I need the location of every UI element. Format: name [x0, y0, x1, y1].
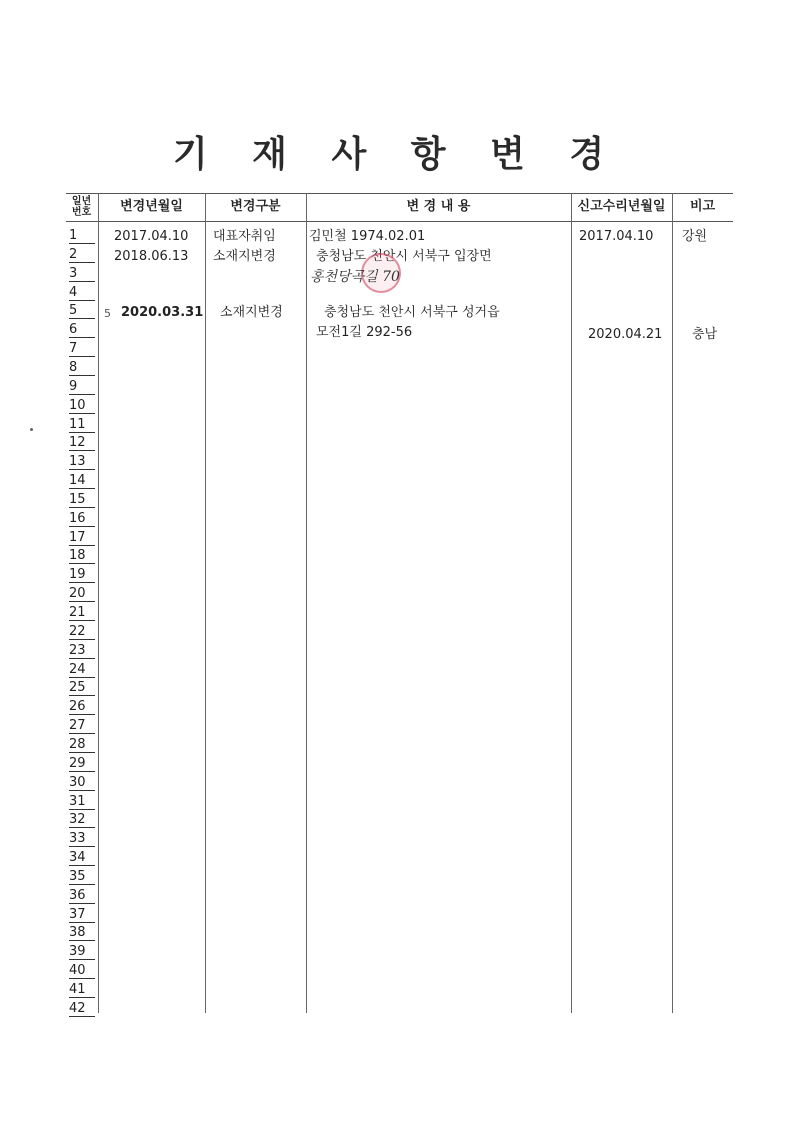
entry-type: 대표자취임: [213, 229, 276, 244]
change-record-table: [66, 193, 733, 1016]
row-number: 4: [69, 285, 95, 301]
entry-date: 2018.06.13: [114, 249, 189, 264]
row-number: 14: [69, 473, 95, 489]
row-number: 35: [69, 869, 95, 885]
entry-content: 김민철 1974.02.01: [309, 229, 426, 244]
row-number: 6: [69, 322, 95, 338]
row-number: 29: [69, 756, 95, 772]
row-number: 19: [69, 567, 95, 583]
page-title: 기 재 사 항 변 경: [172, 134, 621, 175]
row-number: 9: [69, 379, 95, 395]
row-number: 7: [69, 341, 95, 357]
header-note: 비고: [689, 199, 716, 214]
row-number: 18: [69, 548, 95, 564]
row-number: 41: [69, 982, 95, 998]
entry-report-date: 2020.04.21: [588, 327, 663, 342]
row-number: 25: [69, 680, 95, 696]
header-change-type: 변경구분: [230, 199, 281, 214]
header-change-content: 변 경 내 용: [406, 199, 471, 214]
entry-date: 2020.03.31: [121, 305, 204, 320]
row-number: 27: [69, 718, 95, 734]
row-number: 36: [69, 888, 95, 904]
row-number: 30: [69, 775, 95, 791]
entry-content: 충청남도 천안시 서북구 성거읍: [324, 305, 500, 320]
entry-type: 소재지변경: [220, 305, 283, 320]
header-change-date: 변경년월일: [120, 199, 183, 214]
column-divider: [672, 193, 673, 1013]
row-number: 11: [69, 417, 95, 433]
handwritten-content: 홍천당곡길 70: [310, 269, 400, 285]
row-mark: 5: [104, 307, 111, 320]
row-number: 5: [69, 303, 95, 319]
entry-date: 2017.04.10: [114, 229, 189, 244]
entry-content: 모전1길 292-56: [316, 325, 413, 340]
row-number: 21: [69, 605, 95, 621]
row-number: 32: [69, 812, 95, 828]
row-number: 31: [69, 794, 95, 810]
header-report-date: 신고수리년월일: [577, 199, 666, 214]
row-number: 16: [69, 511, 95, 527]
column-divider: [98, 193, 99, 1013]
row-number: 38: [69, 925, 95, 941]
entry-note: 강원: [682, 229, 708, 244]
entry-type: 소재지변경: [213, 249, 276, 264]
row-number: 33: [69, 831, 95, 847]
scan-speck: [30, 428, 33, 431]
row-number: 28: [69, 737, 95, 753]
row-number: 40: [69, 963, 95, 979]
row-number: 12: [69, 435, 95, 451]
row-number: 22: [69, 624, 95, 640]
row-number: 13: [69, 454, 95, 470]
row-number: 15: [69, 492, 95, 508]
row-number: 17: [69, 530, 95, 546]
column-divider: [306, 193, 307, 1013]
row-number: 10: [69, 398, 95, 414]
row-number: 37: [69, 907, 95, 923]
entry-note: 충남: [692, 327, 718, 342]
row-number: 34: [69, 850, 95, 866]
row-number: 42: [69, 1001, 95, 1017]
column-divider: [205, 193, 206, 1013]
row-number: 2: [69, 247, 95, 263]
row-number: 20: [69, 586, 95, 602]
row-number: 26: [69, 699, 95, 715]
row-number: 3: [69, 266, 95, 282]
column-divider: [571, 193, 572, 1013]
row-number: 39: [69, 944, 95, 960]
row-number: 24: [69, 662, 95, 678]
entry-content: 충청남도 천안시 서북구 입장면: [316, 249, 492, 264]
header-bottom-border: [66, 221, 733, 222]
row-number: 8: [69, 360, 95, 376]
entry-report-date: 2017.04.10: [579, 229, 654, 244]
header-no: 일년 번호: [71, 196, 92, 218]
row-number: 1: [69, 228, 95, 244]
row-number: 23: [69, 643, 95, 659]
